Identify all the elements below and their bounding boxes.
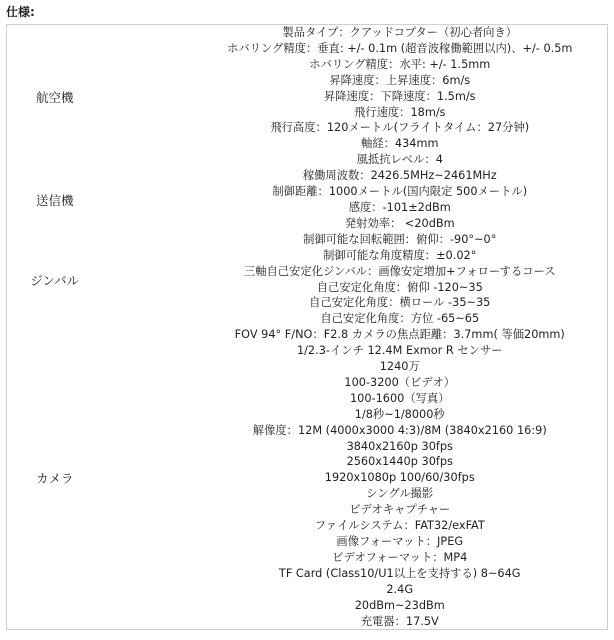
spec-value: 1920x1080p 100/60/30fps (324, 471, 475, 485)
spec-table-body (7, 25, 608, 630)
spec-value: 製品タイプ：クアッドコプター（初心者向き） (282, 26, 518, 39)
spec-value: 風抵抗レベル：4 (356, 153, 443, 167)
spec-value: 自己安定化角度：横ロール -35~35 (309, 296, 491, 310)
spec-value: 飛行高度：120メートル(フライトタイム：27分钟) (270, 121, 530, 135)
spec-row (7, 327, 608, 343)
spec-value: 2560x1440p 30fps (346, 455, 453, 469)
spec-value: ホバリング精度：垂直: +/- 0.1m (超音波稼働範囲以内)、+/- 0.5m (227, 41, 573, 55)
spec-value: 自己安定化角度：俯仰 -120~35 (316, 280, 483, 294)
spec-value: ホバリング精度：水平: +/- 1.5mm (309, 57, 491, 71)
spec-value: 感度：-101±2dBm (348, 200, 451, 214)
spec-row (7, 168, 608, 184)
spec-value: シングル撮影 (366, 487, 434, 501)
spec-value: ビデオフォーマット：MP4 (332, 550, 468, 564)
spec-value: 100-3200（ビデオ） (344, 375, 456, 389)
spec-value: 稼働周波数：2426.5MHz~2461MHz (302, 169, 497, 183)
spec-value: ファイルシステム：FAT32/exFAT (314, 519, 485, 533)
group-label: カメラ (35, 471, 74, 487)
group-label: 送信機 (35, 192, 74, 208)
group-label-cell (7, 25, 193, 169)
spec-value: ビデオキャプチャー (349, 503, 451, 517)
group-label-cell (7, 327, 193, 630)
spec-value: 2.4G (386, 582, 414, 596)
spec-value: 3840x2160p 30fps (346, 439, 453, 453)
spec-value: 制御距離：1000メートル(国内限定 500メートル) (272, 185, 528, 199)
spec-value: 画像フォーマット：JPEG (336, 535, 464, 548)
spec-value: 三軸自己安定化ジンバル：画像安定増加+フォローするコース (243, 264, 556, 278)
spec-value: 1/2.3-インチ 12.4M Exmor R センサー (296, 344, 503, 358)
spec-value: TF Card (Class10/U1以上を支持する) 8~64G (278, 566, 521, 580)
group-label-cell (7, 168, 193, 232)
spec-value: 制御可能な回転範囲：俯仰：-90°~0° (303, 232, 497, 246)
spec-row (7, 25, 608, 41)
spec-value: 20dBm~23dBm (354, 598, 445, 612)
spec-value: 100-1600（写真） (349, 391, 450, 405)
group-label: ジンバル (30, 272, 80, 288)
spec-value: 充電器：17.5V (360, 614, 439, 628)
spec-value: 昇降速度：上昇速度：6m/s (329, 73, 471, 87)
spec-value: 昇降速度：下降速度：1.5m/s (323, 89, 476, 103)
spec-value: 発射効率： <20dBm (344, 216, 455, 230)
spec-value: 1240万 (379, 360, 420, 374)
spec-table (6, 24, 608, 630)
spec-value: FOV 94° F/NO：F2.8 カメラの焦点距離：3.7mm( 等価20mm) (234, 328, 565, 342)
group-label: 航空機 (35, 89, 74, 105)
spec-value: 飛行速度：18m/s (353, 105, 446, 119)
spec-value: 1/8秒~1/8000秒 (354, 407, 445, 421)
spec-heading: 仕様: (6, 5, 35, 19)
spec-value: 軸経：434mm (361, 137, 439, 151)
group-label-cell (7, 232, 193, 327)
spec-value: 自己安定化角度：方位 -65~65 (320, 312, 480, 326)
spec-row (7, 232, 608, 248)
spec-value: 制御可能な角度精度：±0.02° (323, 248, 477, 262)
spec-value: 解像度：12M (4000x3000 4:3)/8M (3840x2160 16:9) (252, 423, 547, 437)
